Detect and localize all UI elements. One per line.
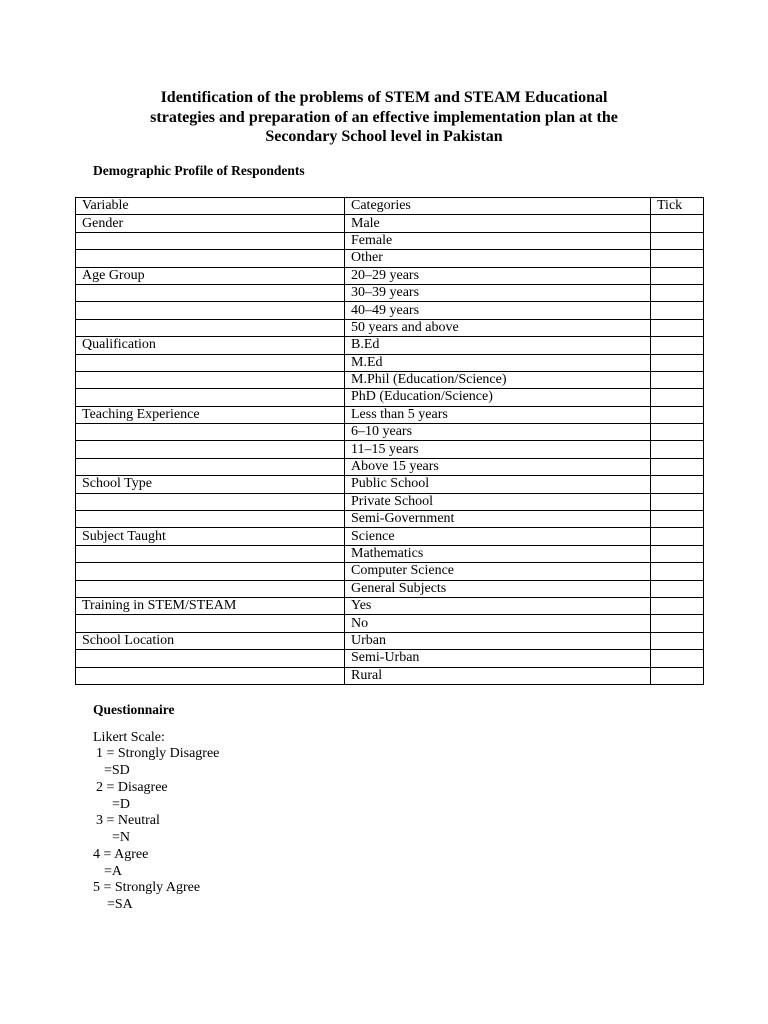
category-cell: 50 years and above (345, 319, 651, 336)
category-cell: Semi-Government (345, 511, 651, 528)
title-line: Identification of the problems of STEM and STEAM Educational (160, 89, 608, 106)
likert-item-value: 5 = Strongly Agree (93, 880, 201, 895)
tick-cell[interactable] (651, 337, 704, 354)
category-cell: Mathematics (345, 545, 651, 562)
table-row (76, 250, 704, 267)
category-cell: 6–10 years (345, 424, 651, 441)
variable-cell (76, 389, 345, 406)
header-categories: Categories (345, 198, 651, 215)
variable-cell: Age Group (76, 267, 345, 284)
tick-cell[interactable] (651, 511, 704, 528)
likert-item-abbr: =A (104, 864, 123, 879)
variable-cell: Subject Taught (76, 528, 345, 545)
table-row (76, 441, 704, 458)
tick-cell[interactable] (651, 215, 704, 232)
likert-item-value: 3 = Neutral (96, 813, 160, 828)
table-row (76, 406, 704, 423)
category-cell: Other (345, 250, 651, 267)
category-cell: Science (345, 528, 651, 545)
tick-cell[interactable] (651, 302, 704, 319)
category-cell: Urban (345, 632, 651, 649)
table-row (76, 563, 704, 580)
tick-cell[interactable] (651, 476, 704, 493)
category-cell: 40–49 years (345, 302, 651, 319)
variable-cell (76, 232, 345, 249)
likert-item-value: 4 = Agree (93, 847, 149, 862)
header-variable: Variable (76, 198, 345, 215)
table-row (76, 615, 704, 632)
variable-cell (76, 545, 345, 562)
table-row (76, 511, 704, 528)
tick-cell[interactable] (651, 389, 704, 406)
variable-cell: Gender (76, 215, 345, 232)
category-cell: Public School (345, 476, 651, 493)
tick-cell[interactable] (651, 563, 704, 580)
table-header-row (76, 198, 704, 215)
variable-cell (76, 424, 345, 441)
tick-cell[interactable] (651, 528, 704, 545)
table-row (76, 232, 704, 249)
likert-item-value: 2 = Disagree (96, 780, 168, 795)
category-cell: Semi-Urban (345, 650, 651, 667)
table-row (76, 597, 704, 614)
table-row (76, 493, 704, 510)
tick-cell[interactable] (651, 284, 704, 301)
variable-cell (76, 458, 345, 475)
tick-cell[interactable] (651, 441, 704, 458)
variable-cell (76, 441, 345, 458)
table-row (76, 632, 704, 649)
variable-cell: Training in STEM/STEAM (76, 597, 345, 614)
category-cell: 11–15 years (345, 441, 651, 458)
table-row (76, 580, 704, 597)
variable-cell (76, 302, 345, 319)
table-row (76, 354, 704, 371)
tick-cell[interactable] (651, 250, 704, 267)
category-cell: Rural (345, 667, 651, 684)
tick-cell[interactable] (651, 493, 704, 510)
category-cell: Above 15 years (345, 458, 651, 475)
variable-cell (76, 615, 345, 632)
likert-item-abbr: =N (112, 830, 131, 845)
category-cell: PhD (Education/Science) (345, 389, 651, 406)
category-cell: Private School (345, 493, 651, 510)
title-line: strategies and preparation of an effective implementation plan at the (150, 108, 618, 126)
variable-cell: School Type (76, 476, 345, 493)
tick-cell[interactable] (651, 597, 704, 614)
table-row (76, 528, 704, 545)
table-row (76, 267, 704, 284)
category-cell: M.Ed (345, 354, 651, 371)
variable-cell (76, 371, 345, 388)
likert-item-value: 1 = Strongly Disagree (96, 746, 220, 761)
category-cell: B.Ed (345, 337, 651, 354)
demographic-table (75, 197, 704, 685)
document-title (84, 88, 684, 147)
tick-cell[interactable] (651, 371, 704, 388)
variable-cell (76, 650, 345, 667)
variable-cell (76, 250, 345, 267)
category-cell: Less than 5 years (345, 406, 651, 423)
likert-item-abbr: =SD (104, 763, 130, 778)
variable-cell (76, 580, 345, 597)
table-row (76, 458, 704, 475)
table-row (76, 371, 704, 388)
category-cell: Female (345, 232, 651, 249)
tick-cell[interactable] (651, 232, 704, 249)
tick-cell[interactable] (651, 615, 704, 632)
variable-cell (76, 354, 345, 371)
category-cell: M.Phil (Education/Science) (345, 371, 651, 388)
likert-scale-label: Likert Scale: (93, 730, 165, 745)
variable-cell: School Location (76, 632, 345, 649)
variable-cell (76, 319, 345, 336)
variable-cell (76, 284, 345, 301)
category-cell: Male (345, 215, 651, 232)
variable-cell (76, 563, 345, 580)
variable-cell (76, 493, 345, 510)
likert-item-abbr: =D (112, 797, 131, 812)
category-cell: Yes (345, 597, 651, 614)
category-cell: 30–39 years (345, 284, 651, 301)
table-row (76, 215, 704, 232)
tick-cell[interactable] (651, 545, 704, 562)
variable-cell (76, 511, 345, 528)
questionnaire-heading: Questionnaire (93, 702, 175, 717)
tick-cell[interactable] (651, 650, 704, 667)
variable-cell: Teaching Experience (76, 406, 345, 423)
category-cell: 20–29 years (345, 267, 651, 284)
table-row (76, 389, 704, 406)
table-row (76, 337, 704, 354)
tick-cell[interactable] (651, 406, 704, 423)
tick-cell[interactable] (651, 580, 704, 597)
variable-cell: Qualification (76, 337, 345, 354)
category-cell: No (345, 615, 651, 632)
variable-cell (76, 667, 345, 684)
tick-cell[interactable] (651, 458, 704, 475)
tick-cell[interactable] (651, 354, 704, 371)
category-cell: Computer Science (345, 563, 651, 580)
tick-cell[interactable] (651, 632, 704, 649)
tick-cell[interactable] (651, 667, 704, 684)
table-row (76, 319, 704, 336)
table-row (76, 650, 704, 667)
table-row (76, 424, 704, 441)
header-tick: Tick (651, 198, 704, 215)
tick-cell[interactable] (651, 267, 704, 284)
title-line: Secondary School level in Pakistan (265, 128, 503, 145)
table-row (76, 667, 704, 684)
tick-cell[interactable] (651, 319, 704, 336)
category-cell: General Subjects (345, 580, 651, 597)
likert-item-abbr: =SA (107, 897, 133, 912)
table-row (76, 284, 704, 301)
table-row (76, 302, 704, 319)
table-row (76, 476, 704, 493)
tick-cell[interactable] (651, 424, 704, 441)
table-row (76, 545, 704, 562)
section-heading: Demographic Profile of Respondents (93, 163, 305, 178)
